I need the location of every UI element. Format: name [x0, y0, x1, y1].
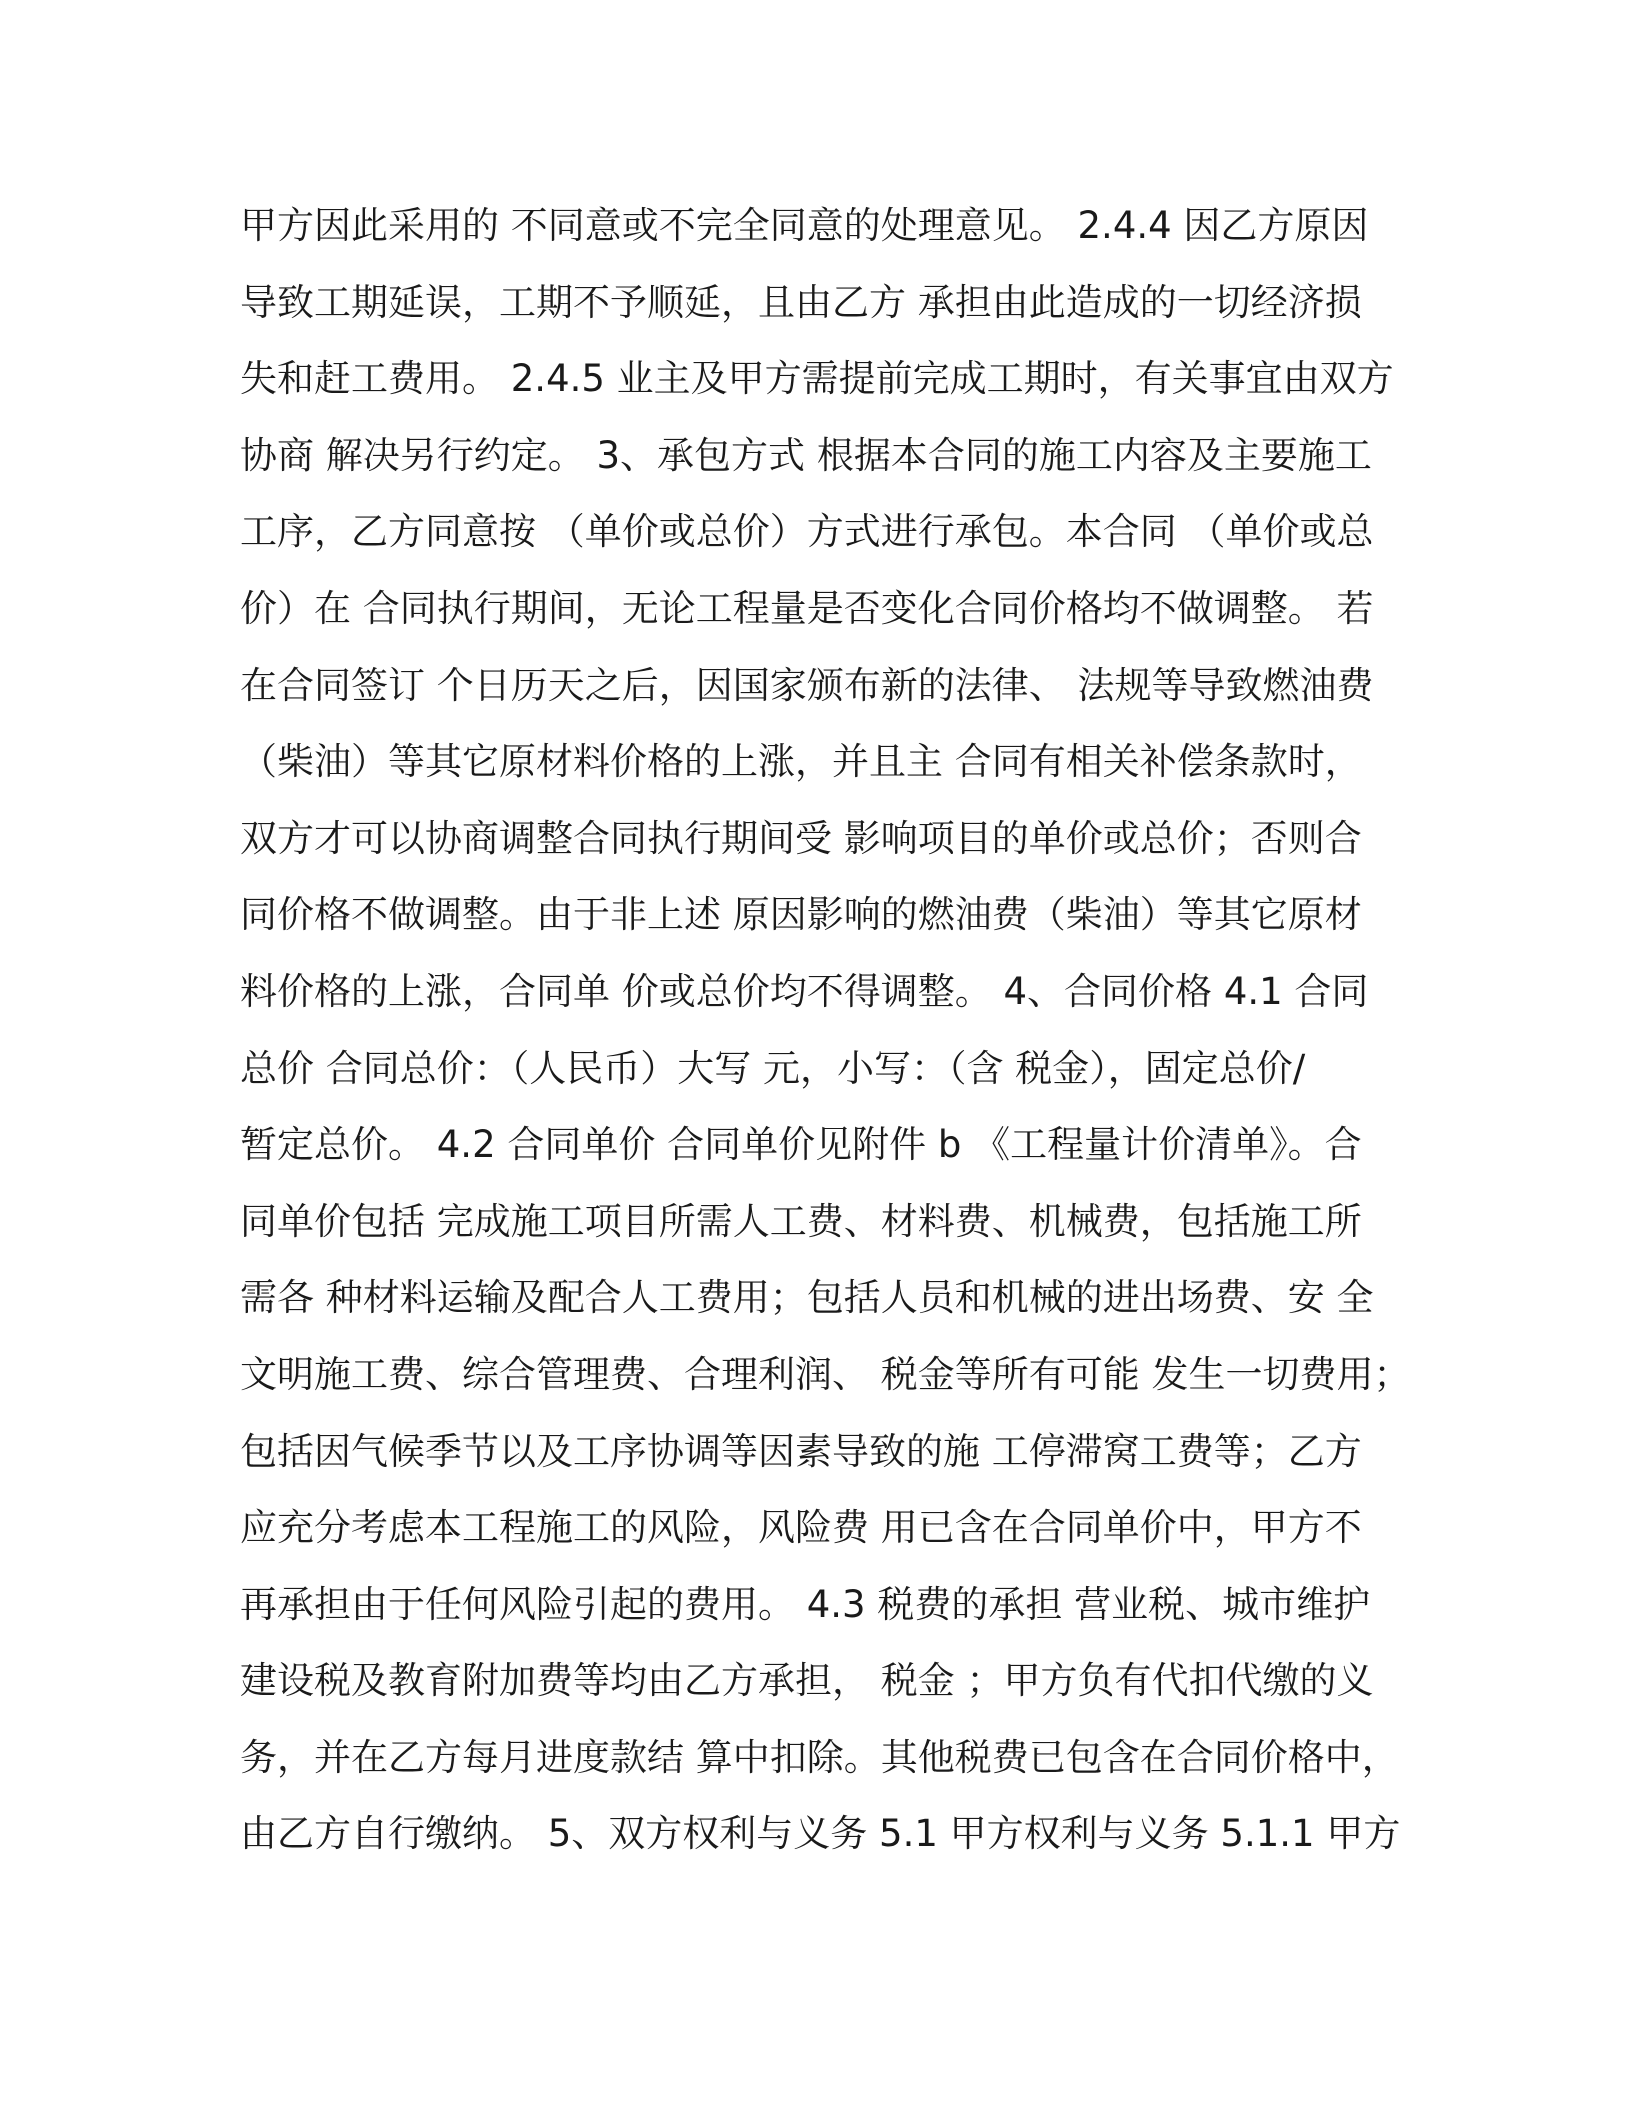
text-line: 甲方因此采用的 不同意或不完全同意的处理意见。 2.4.4 因乙方原因	[240, 204, 1369, 247]
text-line: 价）在 合同执行期间，无论工程量是否变化合同价格均不做调整。 若	[240, 586, 1374, 630]
text-line: 双方才可以协商调整合同执行期间受 影响项目的单价或总价；否则合	[240, 816, 1362, 860]
text-line: 建设税及教育附加费等均由乙方承担， 税金 ；甲方负有代扣代缴的义	[240, 1659, 1374, 1703]
text-line: 务，并在乙方每月进度款结 算中扣除。其他税费已包含在合同价格中，	[240, 1735, 1399, 1779]
text-line: 导致工期延误，工期不予顺延，且由乙方 承担由此造成的一切经济损	[240, 280, 1362, 324]
text-line: 需各 种材料运输及配合人工费用；包括人员和机械的进出场费、安 全	[240, 1276, 1374, 1320]
text-line: 协商 解决另行约定。 3、承包方式 根据本合同的施工内容及主要施工	[240, 433, 1372, 477]
text-line: 包括因气候季节以及工序协调等因素导致的施 工停滞窝工费等；乙方	[240, 1429, 1362, 1473]
text-line: 应充分考虑本工程施工的风险，风险费 用已含在合同单价中，甲方不	[240, 1506, 1362, 1550]
text-line: 在合同签订 个日历天之后，因国家颁布新的法律、 法规等导致燃油费	[240, 663, 1374, 707]
text-line: 由乙方自行缴纳。 5、双方权利与义务 5.1 甲方权利与义务 5.1.1 甲方	[240, 1812, 1401, 1856]
text-line: 暂定总价。 4.2 合同单价 合同单价见附件 b 《工程量计价清单》。合	[240, 1123, 1362, 1167]
text-line: 总价 合同总价：（人民币）大写 元，小写：（含 税金），固定总价/	[240, 1046, 1306, 1090]
text-line: 工序，乙方同意按 （单价或总价）方式进行承包。本合同 （单价或总	[240, 510, 1374, 554]
text-line: 料价格的上涨，合同单 价或总价均不得调整。 4、合同价格 4.1 合同	[240, 969, 1369, 1013]
text-line: 再承担由于任何风险引起的费用。 4.3 税费的承担 营业税、城市维护	[240, 1582, 1371, 1626]
text-line: 文明施工费、综合管理费、合理利润、 税金等所有可能 发生一切费用；	[240, 1352, 1411, 1396]
text-line: 同价格不做调整。由于非上述 原因影响的燃油费（柴油）等其它原材	[240, 893, 1362, 937]
text-line: 同单价包括 完成施工项目所需人工费、材料费、机械费，包括施工所	[240, 1199, 1362, 1243]
contract-body-text	[240, 188, 1415, 1873]
text-line: 失和赶工费用。 2.4.5 业主及甲方需提前完成工期时，有关事宜由双方	[240, 357, 1394, 401]
text-line: （柴油）等其它原材料价格的上涨，并且主 合同有相关补偿条款时，	[240, 740, 1362, 784]
